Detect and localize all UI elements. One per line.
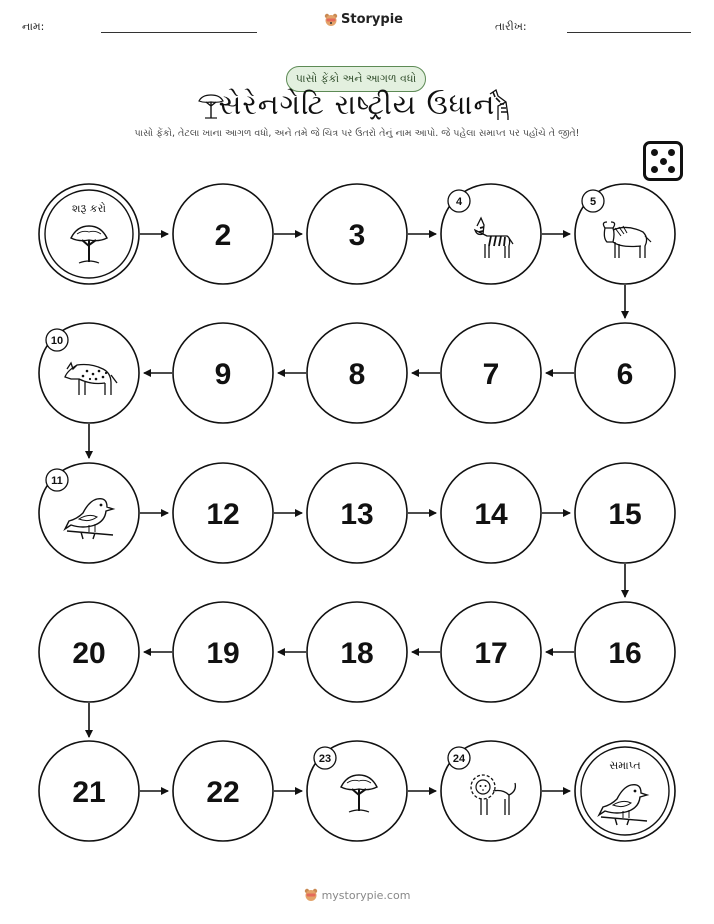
cell-number: 14 <box>474 498 508 531</box>
cell-number: 18 <box>340 637 374 670</box>
cell-number: 19 <box>206 637 240 670</box>
cell-number: 22 <box>206 776 240 809</box>
cell-badge-number: 5 <box>589 196 597 208</box>
cell-badge-number: 24 <box>452 753 466 765</box>
board-cell-20[interactable] <box>39 602 139 702</box>
board-cell-9[interactable] <box>173 323 273 423</box>
board-cell-21[interactable] <box>39 741 139 841</box>
cell-number: 17 <box>474 637 508 670</box>
cell-number: 13 <box>340 498 374 531</box>
finish-cell[interactable] <box>575 741 675 841</box>
board-cell-15[interactable] <box>575 463 675 563</box>
board-cell-23[interactable] <box>307 741 407 841</box>
board-cell-7[interactable] <box>441 323 541 423</box>
cell-number: 15 <box>608 498 642 531</box>
cell-number: 9 <box>214 358 232 391</box>
instructions: પાસો ફેંકો, તેટલા ખાના આગળ વધો, અને તમે જે ચિત્ર પર ઉતરો તેનું નામ આપો. જે પહેલા સમાપ્ત પર પહોંચે તે જીતે! <box>134 128 580 139</box>
footer <box>0 888 714 902</box>
board-cell-2[interactable] <box>173 184 273 284</box>
board-cell-24[interactable] <box>441 741 541 841</box>
board-cell-16[interactable] <box>575 602 675 702</box>
cell-number: 8 <box>348 358 366 391</box>
date-label: તારીખ: <box>495 20 527 33</box>
cell-badge-number: 4 <box>455 196 463 208</box>
board-cell-22[interactable] <box>173 741 273 841</box>
cell-number: 6 <box>616 358 634 391</box>
board-cell-13[interactable] <box>307 463 407 563</box>
board-cell-5[interactable] <box>575 184 675 284</box>
start-label: શરૂ કરો <box>71 202 107 215</box>
board-cell-10[interactable] <box>39 323 139 423</box>
cell-badge-number: 23 <box>318 753 332 765</box>
cell-number: 7 <box>482 358 500 391</box>
cell-number: 21 <box>72 776 106 809</box>
cell-number: 12 <box>206 498 240 531</box>
board-cell-4[interactable] <box>441 184 541 284</box>
board-cell-17[interactable] <box>441 602 541 702</box>
cell-number: 20 <box>72 637 106 670</box>
footer-url[interactable]: mystorypie.com <box>321 888 411 902</box>
brand-name: Storypie <box>341 12 403 27</box>
start-cell[interactable] <box>39 184 139 284</box>
board-cell-11[interactable] <box>39 463 139 563</box>
cell-number: 16 <box>608 637 642 670</box>
cell-number: 3 <box>348 219 366 252</box>
board-cell-14[interactable] <box>441 463 541 563</box>
page-title: સેરેનગેટિ રાષ્ટ્રીય ઉધાન <box>218 88 496 121</box>
name-label: નામ: <box>22 20 45 33</box>
cell-badge-number: 10 <box>50 335 64 347</box>
board-cell-3[interactable] <box>307 184 407 284</box>
subtitle-pill: પાસો ફેંકો અને આગળ વધો <box>286 66 426 92</box>
cell-number: 2 <box>214 219 232 252</box>
board-cell-18[interactable] <box>307 602 407 702</box>
board-cell-6[interactable] <box>575 323 675 423</box>
board-cell-12[interactable] <box>173 463 273 563</box>
board-cell-19[interactable] <box>173 602 273 702</box>
cell-badge-number: 11 <box>51 475 63 487</box>
finish-label: સમાપ્ત <box>609 759 641 772</box>
board-cell-8[interactable] <box>307 323 407 423</box>
bear-logo-icon <box>304 888 318 902</box>
